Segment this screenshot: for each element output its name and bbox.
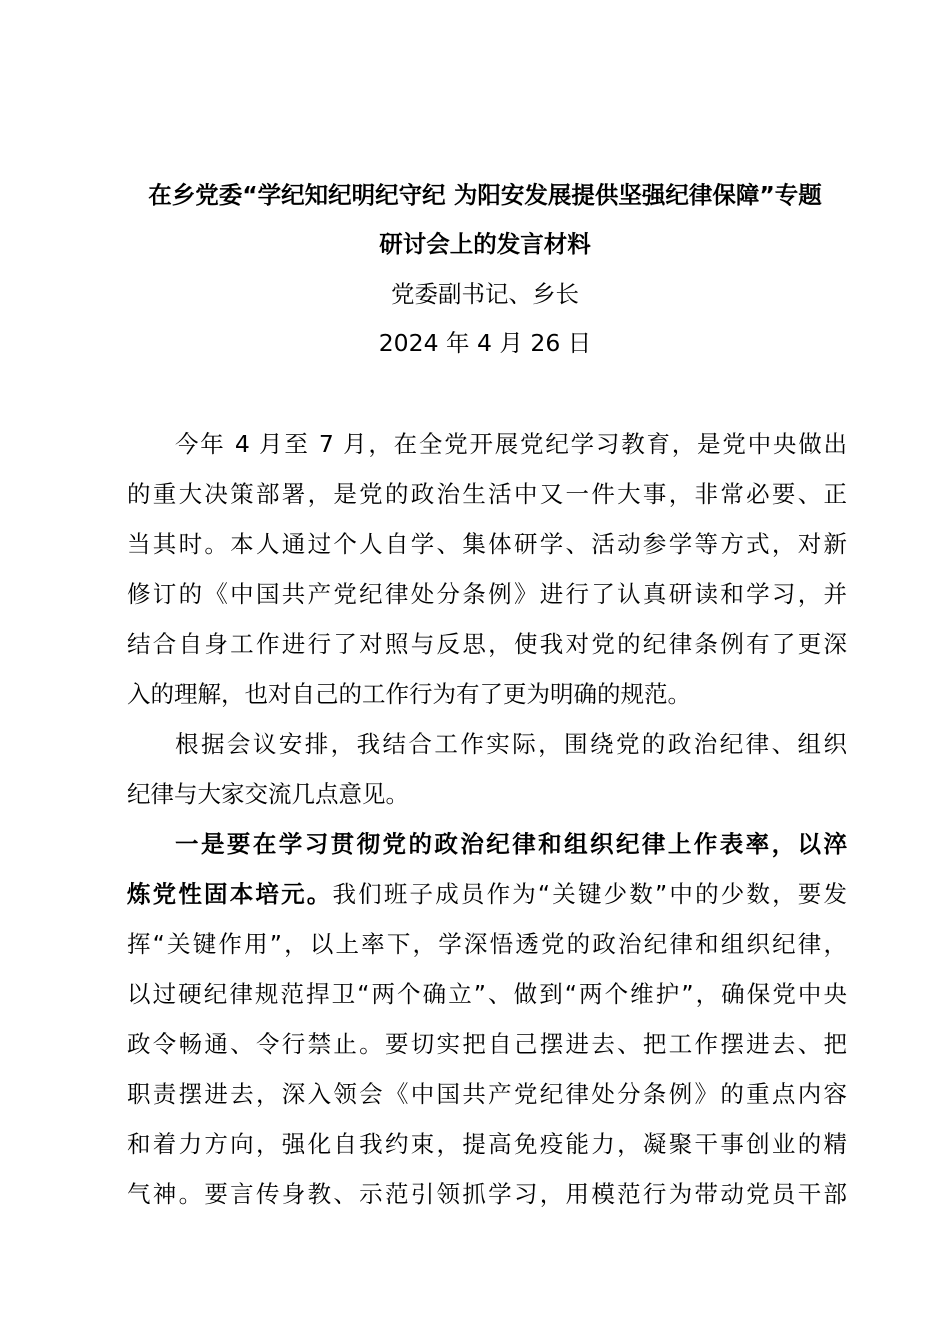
text-line: 的重大决策部署，是党的政治生活中又一件大事，非常必要、正 — [127, 480, 847, 508]
text-line: 以过硬纪律规范捍卫“两个确立”、做到“两个维护”，确保党中央 — [127, 980, 847, 1008]
text-line: 结合自身工作进行了对照与反思，使我对党的纪律条例有了更深 — [127, 630, 847, 658]
document-date: 2024 年 4 月 26 日 — [378, 329, 592, 357]
text-line: 入的理解，也对自己的工作行为有了更为明确的规范。 — [127, 680, 691, 708]
text-fragment: 我们班子成员作为“关键少数”中的少数，要发 — [332, 880, 847, 908]
document-author: 党委副书记、乡长 — [391, 280, 579, 308]
document-body — [127, 419, 847, 1219]
text-line: 和着力方向，强化自我约束，提高免疫能力，凝聚干事创业的精 — [127, 1130, 847, 1158]
document-title-line-1: 在乡党委“学纪知纪明纪守纪 为阳安发展提供坚强纪律保障”专题 — [148, 181, 822, 209]
paragraph-2 — [127, 719, 847, 819]
text-line: 职责摆进去，深入领会《中国共产党纪律处分条例》的重点内容 — [127, 1080, 847, 1108]
bold-heading-line: 一是要在学习贯彻党的政治纪律和组织纪律上作表率，以淬 — [175, 830, 847, 858]
text-line: 挥“关键作用”，以上率下，学深悟透党的政治纪律和组织纪律， — [127, 930, 847, 958]
text-line: 当其时。本人通过个人自学、集体研学、活动参学等方式，对新 — [127, 530, 847, 558]
document-title-line-2: 研讨会上的发言材料 — [379, 230, 591, 258]
paragraph-1 — [127, 419, 847, 719]
text-line: 修订的《中国共产党纪律处分条例》进行了认真研读和学习，并 — [127, 580, 847, 608]
text-line: 政令畅通、令行禁止。要切实把自己摆进去、把工作摆进去、把 — [127, 1030, 847, 1058]
text-line: 根据会议安排，我结合工作实际，围绕党的政治纪律、组织 — [175, 730, 847, 758]
bold-heading-continuation: 炼党性固本培元。 — [127, 880, 333, 908]
mixed-text-line — [127, 869, 847, 919]
text-line: 气神。要言传身教、示范引领抓学习，用模范行为带动党员干部 — [127, 1180, 847, 1208]
paragraph-3 — [127, 819, 847, 1219]
text-line: 今年 4 月至 7 月，在全党开展党纪学习教育，是党中央做出 — [175, 430, 847, 458]
text-line: 纪律与大家交流几点意见。 — [127, 780, 409, 808]
